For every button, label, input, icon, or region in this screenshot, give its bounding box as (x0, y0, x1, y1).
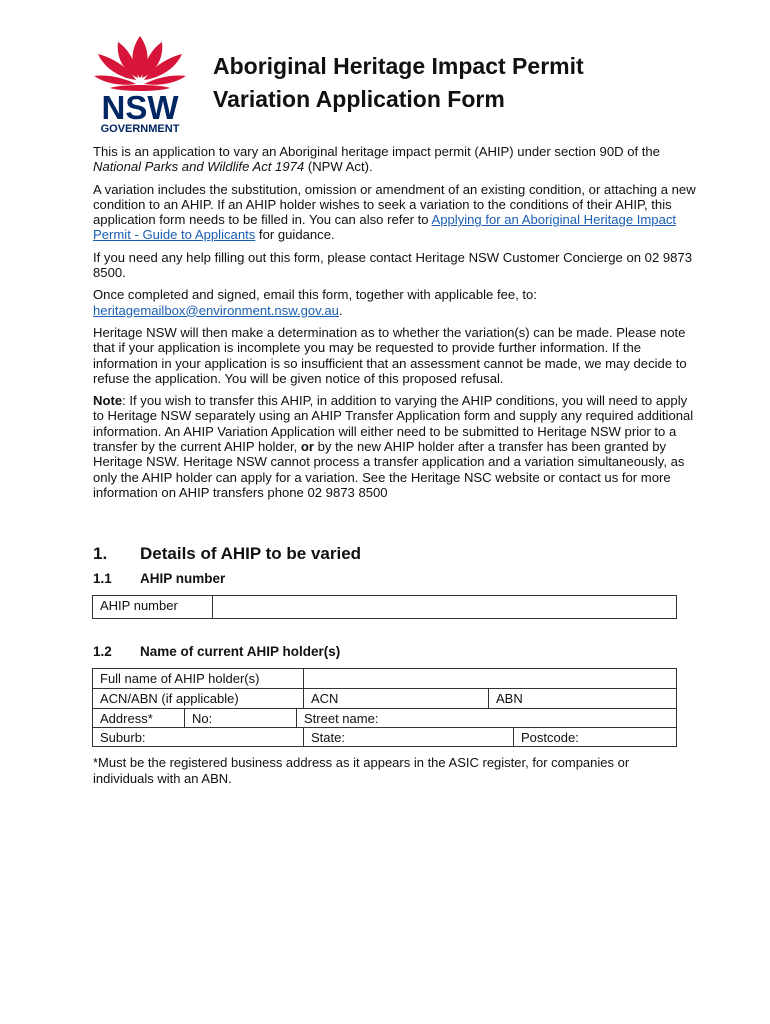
title-line-1: Aboriginal Heritage Impact Permit (213, 53, 584, 79)
address-label: Address* (92, 708, 185, 728)
state-field[interactable]: State: (303, 727, 514, 747)
subsection-heading: 1.1 AHIP number (93, 571, 226, 586)
email-link[interactable]: heritagemailbox@environment.nsw.gov.au (93, 302, 339, 318)
postcode-field[interactable]: Postcode: (513, 727, 677, 747)
suburb-field[interactable]: Suburb: (92, 727, 304, 747)
svg-text:NSW: NSW (101, 89, 179, 126)
full-name-label: Full name of AHIP holder(s) (92, 668, 304, 689)
page-title (213, 50, 584, 116)
acn-field[interactable]: ACN (303, 688, 489, 709)
section-heading: 1. Details of AHIP to be varied (93, 544, 362, 563)
ahip-number-field[interactable] (212, 595, 677, 619)
intro-paragraph: Once completed and signed, email this form, together with applicable fee, to: heritagemailbox@environment.nsw.gov.au. (93, 287, 537, 318)
intro-text (93, 144, 699, 507)
subsection-heading: 1.2 Name of current AHIP holder(s) (93, 644, 341, 659)
ahip-number-label: AHIP number (92, 595, 213, 619)
address-footnote: *Must be the registered business address as it appears in the ASIC register, for companies or individuals with an ABN. (93, 755, 630, 786)
guide-link[interactable]: Applying for an Aboriginal Heritage Impact Permit - Guide to Applicants (93, 212, 677, 243)
note-paragraph: Note: If you wish to transfer this AHIP, in addition to varying the AHIP conditions, you will need to apply to Heritage NSW separately using an AHIP Transfer Application form and supply any required additional information. An AHIP Variation Application will either need to be submitted to Heritage NSW prior to a transfer by the current AHIP holder, or by the new AHIP holder after a transfer has been granted by Heritage NSW. Heritage NSW cannot process a transfer application and a variation simultaneously, as only the AHIP holder can apply for a variation. See the Heritage NSC website or contact us for more information on AHIP transfers phone 02 9873 8500 (93, 393, 694, 500)
intro-paragraph: Heritage NSW will then make a determination as to whether the variation(s) can be made. Please note that if your application is incomplete you may be requested to provide further information. If the information in your application is so insufficient that an assessment cannot be made, we may decide to refuse the application. You will be given notice of this proposed refusal. (93, 324, 687, 386)
intro-paragraph: If you need any help filling out this form, please contact Heritage NSW Customer Concierge on 02 9873 8500. (93, 249, 693, 281)
svg-text:GOVERNMENT: GOVERNMENT (100, 123, 180, 134)
nsw-government-logo (90, 32, 190, 134)
street-number-field[interactable]: No: (184, 708, 297, 728)
abn-field[interactable]: ABN (488, 688, 677, 709)
street-name-field[interactable]: Street name: (296, 708, 677, 728)
full-name-field[interactable] (303, 668, 677, 689)
title-line-2: Variation Application Form (213, 86, 505, 112)
intro-paragraph: This is an application to vary an Aboriginal heritage impact permit (AHIP) under section 90D of the National Parks and Wildlife Act 1974 (NPW Act). (93, 144, 660, 175)
intro-paragraph: A variation includes the substitution, omission or amendment of an existing condition, or attaching a new condition to an AHIP. If an AHIP holder wishes to seek a variation to the conditions of their AHIP, this application form needs to be filled in. You can also refer to Applying for an Aboriginal Heritage Impact Permit - Guide to Applicants for guidance. (93, 181, 696, 243)
acn-abn-label: ACN/ABN (if applicable) (92, 688, 304, 709)
